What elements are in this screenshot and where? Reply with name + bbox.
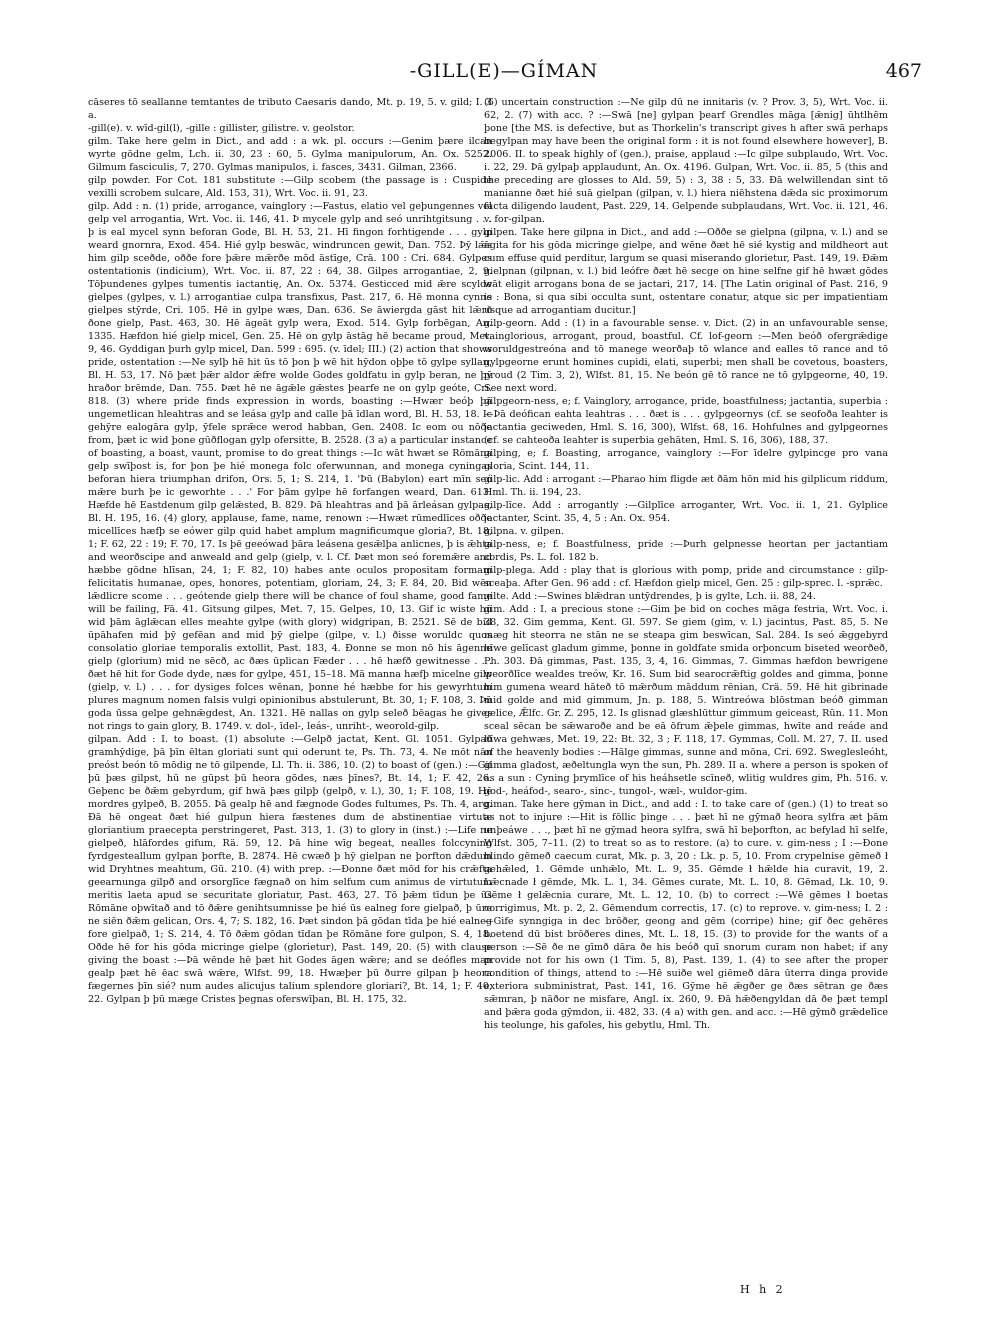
entry-paragraph: gim. Add : I. a precious stone :—Gim þe bid on coches māga festria, Wrt. Voc. i. 38, 32. Gim gemma, Kent. Gl. 597. Se giem (gim, v. l.) jacintus, Past. 85, 5. Ne mæg hit steorra ne stān ne se steapa gim beswīcan, Sal. 284. Is seó ǣggebyrd hīwe gelīcast gladum gimme, þonne in goldfate smida orþoncum biseted weorðeð, Ph. 303. Ðā gimmas, Past. 135, 3, 4, 16. Gimmas, 7. Gimmas hæfdon bewrigene weorðlīce wealdes treów, Kr. 16. Sum bid searocrǣftig goldes and gimma, þonne him gumena weard hāteð tō mǣrðum māddum rēnian, Crä. 59. Hē hit gibrinade mid golde and mid gimmum, Jn. p. 188, 5. Wintreówa blōstman beóð gimman gelice, Ǣlfc. Gr. Z. 295, 12. Is glisnad glæshlūttur gimmum geiceast, Rūn. 11. Mon sceal sēcan be sǣwaroðe and be eā ōfrum ǣþele gimmas, hwīte and reáde and hīwa gehwæs, Met. 19, 22: Bt. 32, 3 ; F. 118, 17. Gymmas, Coll. M. 27, 7. II. used of the heavenly bodies :—Hālge gimmas, sunne and mōna, Cri. 692. Sweglesleóht, gimma gladost, æðeltungla wyn the sun, Ph. 289. II a. where a person is spoken of as a sun : Cyning þrymlīce of his heáhsetle scīneð, wlitig wuldres gim, Ph. 516. v. god-, heáfod-, searo-, sinc-, tungol-, wæl-, wuldor-gim.: [484, 604, 888, 797]
entry-paragraph: gilpgeorn-ness, e; f. Vainglory, arrogance, pride, boastfulness; jactantia, superbia :—Þā deófican eahta leahtras . . . ðæt is . . . gylpgeornys (cf. se seofoða leahter is jactantia geciweden, Hml. S. 16, 300), Wlfst. 68, 16. Hohfulnes and gylpgeornes (cf. se cahteoða leahter is superbia gehāten, Hml. S. 16, 306), 188, 37.: [484, 396, 888, 446]
entry-paragraph: gilpna. v. gilpen.: [484, 526, 565, 537]
entry-paragraph: cāseres tō seallanne temtantes de tributo Caesaris dando, Mt. p. 19, 5. v. gild; I. 3 a.: [88, 97, 492, 121]
signature-mark: H h 2: [740, 1283, 786, 1296]
entry-paragraph: gilpen. Take here gilpna in Dict., and add :—Oððe se gielpna (gilpna, v. l.) and se āgita for his gōda micringe gielpe, and wēne ðæt hē sié kystig and mildheort aut cum effuse quid perditur, largum se quasi miserando glorietur, Past. 149, 19. Ðǣm gielpnan (gilpnan, v. l.) bid leófre ðæt hē secge on hine selfne gif hē hwæt gōdes wāt eligit arrogans bona de se jactari, 217, 14. [The Latin original of Past. 216, 9 is : Bona, si qua sibi occulta sunt, ostentare conatur, atque sic per impatientiam usque ad arrogantiam ducitur.]: [484, 227, 888, 316]
entry-paragraph: gilpan. Add : I. to boast. (1) absolute :—Gelpð jactat, Kent. Gl. 1051. Gylpað gramhȳdige, þā þīn ēltan gloriati sunt qui oderunt te, Ps. Th. 73, 4. Ne mōt nān preóst beón tō mōdig ne tō gilpende, Ll. Th. ii. 386, 10. (2) to boast of (gen.) :—Gif þū þæs gilpst, hū ne gūpst þū heora gōdes, næs þīnes?, Bt. 14, 1; F. 42, 26. Geþenc be ðǣm gebyrdum, gif hwā þæs gilpþ (gelpð, v. l.), 30, 1; F. 108, 19. Hē mordres gylpeð, B. 2055. Þā gealp hē and fægnode Godes fultumes, Ps. Th. 4, arg. Ðā hē ongeat ðæt hié gulpun hiera fæstenes dum de abstinentiae virtute gloriantium praecepta perstringeret, Past. 313, 1. (3) to glory in (inst.) :—Life ne gielpeð, hlāfordes gifum, Rä. 59, 12. Þā hine wīg begeat, nealles folccyning fyrdgesteallum gylpan þorfte, B. 2874. Hē cwæð þ hȳ gielpan ne þorfton dǣdum wid Dryhtnes meahtum, Gū. 210. (4) with prep. :—Ðonne ðæt mōd for his crǣfta geearnunga gilpð and orsorglīce fægnað on him selfum cum animus de virtutum meritis laeta apud se securitate gloriatur, Past. 463, 27. Tō þǣm tīdun þe ūs Rōmāne oþwītað and tō ðǣre genihtsumnisse þe hié ūs ealneg fore gielpað, þ ūre ne siēn ðǣm gelican, Ors. 4, 7; S. 182, 16. Þæt sindon þā gōdan tīda þe hié ealneg fore gielpað, 1; S. 214, 4. Tō ðǣm gōdan tīdan þe Rōmāne fore gulpon, S. 4, 18. Oðde hē for his gōda micringe gielpe (glorietur), Past. 149, 20. (5) with clause giving the boast :—Þā wēnde hē þæt hit Godes āgen wǣre; and se deófles man gealp þæt hē ēac swā wǣre, Wlfst. 99, 18. Hwæþer þū ðurre gilpan þ heora fægernes þīn sié? num audes alicujus talium splendore gloriari?, Bt. 14, 1; F. 40, 22. Gylpan þ þū mæge Cristes þegnas oferswīþan, Bl. H. 175, 32.: [88, 734, 492, 1005]
entry-paragraph: gilp-lic. Add : arrogant :—Pharao him fligde æt ðām hōn mid his gilplicum riddum, Hml. Th. ii. 194, 23.: [484, 474, 888, 498]
entry-paragraph: gilm. Take here gelm in Dict., and add : a wk. pl. occurs :—Genim þære ilcan wyrte gōdne gelm, Lch. ii. 30, 23 : 60, 5. Gylma manipulorum, An. Ox. 5252. Gilmum fasciculis, 7, 270. Gylmas manipulos, i. fasces, 3431. Gilman, 2366.: [88, 136, 492, 173]
entry-paragraph: gilp-ness, e; f. Boastfulness, pride :—Þurh gelpnesse heortan per jactantiam cordis, Ps. L. fol. 182 b.: [484, 539, 888, 563]
page-header: [86, 60, 922, 94]
right-column: [484, 96, 888, 1281]
entry-paragraph: gilping, e; f. Boasting, arrogance, vainglory :—For īdelre gylpincge pro vana gloria, Scint. 144, 11.: [484, 448, 888, 472]
entry-paragraph: gilp-līce. Add : arrogantly :—Gilplīce arroganter, Wrt. Voc. ii. 1, 21. Gylplice jactanter, Scint. 35, 4, 5 : An. Ox. 954.: [484, 500, 888, 524]
page-number: 467: [885, 60, 922, 82]
entry-paragraph: (6) uncertain construction :—Ne gilp dū ne innitaris (v. ? Prov. 3, 5), Wrt. Voc. ii. 62, 2. (7) with acc. ? :—Swā [ne] gylpan þearf Grendles māga [ǣnig] ūhtlhēm þone [the MS. is defective, but as Thorkelin's transcript gives h after swā perhaps begylpan may have been the original form : it is not found elsewhere however], B. 2006. II. to speak highly of (gen.), praise, applaud :—Ic gilpe subplaudo, Wrt. Voc. i. 22, 29. Þā gylpaþ applaudunt, An. Ox. 4196. Gulpan, Wrt. Voc. ii. 85, 5 (this and the preceding are glosses to Ald. 59, 5) : 3, 38 : 5, 33. Ðā welwillendan sint tō manianne ðæt hié suā gielpan (gilpan, v. l.) hiera niēhstena dǣda sic proximorum facta diligendo laudent, Past. 229, 14. Gelpende subplaudans, Wrt. Voc. ii. 121, 46. v. for-gilpan.: [484, 97, 888, 225]
entry-paragraph: gilte. Add :—Swines blǣdran untȳdrendes, þ is gylte, Lch. ii. 88, 24.: [484, 591, 816, 602]
entry-paragraph: gilp-georn. Add : (1) in a favourable sense. v. Dict. (2) in an unfavourable sense, vainglorious, arrogant, proud, boastful. Cf. lof-georn :—Men beóð ofergrǣdige woruldgestreóna and tō manege weorðaþ tō wlance and ealles tō rance and tō gylpgeorne erunt homines cupidi, elati, superbi; men shall be covetous, boasters, proud (2 Tim. 3, 2), Wlfst. 81, 15. Ne beón gē tō rance ne tō gylpgeorne, 40, 19. See next word.: [484, 318, 888, 394]
running-head: -GILL(E)—GÍMAN: [409, 60, 599, 82]
entry-paragraph: giman. Take here gȳman in Dict., and add : I. to take care of (gen.) (1) to treat so as not to injure :—Hit is fōllic þinge . . . þæt hī ne gȳmað heora sylfra æt þām unþeáwe . . ., þæt hī ne gȳmad heora sylfra, swā hī beþorfton, ac befylad hī selfe, Wlfst. 305, 7–11. (2) to treat so as to restore. (a) to cure. v. gim-ness ; I :—Ðone blindo gēmeð caecum curat, Mk. p. 3, 20 : Lk. p. 5, 10. From crypelnise gēmeð ł gehǣled, 1. Gēmde unhǣlo, Mt. L. 9, 35. Gēmde ł hǣlde hia curavit, 19, 2. Lǣcnade ł gēmde, Mk. L. 1, 34. Gēmes curate, Mt. L. 10, 8. Gēmad, Lk. 10, 9. Gēme ł gelǣcnia curare, Mt. L. 12, 10. (b) to correct :—Wē gēmes ł boetas corrigimus, Mt. p. 2, 2. Gēmendum correctis, 17. (c) to reprove. v. gim-ness; I. 2 :—Gife synngiga in dec brōðer, geong and gēm (corripe) hine; gif ðec gehēres boetend dū bist brōðeres dines, Mt. L. 18, 15. (3) to provide for the wants of a person :—Sē ðe ne gīmð dāra ðe his beóð quī snorum curam non habet; if any provide not for his own (1 Tim. 5, 8), Past. 139, 1. (4) to see after the proper condition of things, attend to :—Hē suiðe wel giēmeð dāra ūterra dinga provide exteriora subministrat, Past. 141, 16. Gȳme hē ǣgðer ge ðæs sētran ge ðæs sǣmran, þ nāðor ne misfare, Angl. ix. 260, 9. Ðā hǣðengyldan dā ðe þæt templ and þǣra goda gȳmdon, ii. 482, 33. (4 a) with gen. and acc. :—Hē gȳmð grǣdelīce his teolunge, his gafoles, his gebytlu, Hml. Th.: [484, 799, 888, 1031]
entry-paragraph: gilp powder. For Cot. 181 substitute :—Gilp scobem (the passage is : Cuspide vexilli scrobem sulcare, Ald. 153, 31), Wrt. Voc. ii. 91, 23.: [88, 175, 492, 199]
entry-paragraph: gilp. Add : n. (1) pride, arrogance, vainglory :—Fastus, elatio vel geþungennes vel gelp vel arrogantia, Wrt. Voc. ii. 146, 41. Þ mycele gylp and seó unrihtgitsung . . . þ is eal mycel synn beforan Gode, Bl. H. 53, 21. Hī fingon forhtigende . . . gylp weard gnornra, Exod. 454. Hié gylp beswāc, windruncen gewit, Dan. 752. Þȳ lǣs him gilp sceðde, oððe fore þǣre mǣrðe mōd āstīge, Crā. 100 : Cri. 684. Gylpes ostentationis (indicium), Wrt. Voc. ii. 87, 22 : 64, 38. Gilpes arrogantiae, 2, 9. Tōþundenes gylpes tumentis iactantię, An. Ox. 5374. Gesticced mid ǣre scylde gielpes (gylpes, v. l.) arrogantiae culpa transfixus, Past. 217, 6. Hē monna cynne gielpes stȳrde, Cri. 105. Hē in gylpe wæs, Dan. 636. Se āwiergda gāst hit lǣrð ðone gielp, Past. 463, 30. Hē āgeāt gylp wera, Exod. 514. Gylp forbēgan, An. 1335. Hæfdon hié gielp micel, Gen. 25. Hē on gylp āstāg hē became proud, Met. 9, 46. Gyddigan þurh gylp micel, Dan. 599 : 695. (v. īdel; III.) (2) action that shows pride, ostentation :—Ne sylþ hē hit ūs tō þon þ wē hit hȳdon oþþe tō gylpe syllan, Bl. H. 53, 17. Nō þæt þǣr aldor ǣfre wolde Godes goldfatu in gylp beran, ne þȳ hraðor brēmde, Dan. 755. Þæt hē ne āgǣle gǣstes þearfe ne on gylp geóte, Cri. 818. (3) where pride finds expression in words, boasting :—Hwær beóþ þā ungemetlican hleahtras and se leása gylp and calle þā īdlan word, Bl. H. 53, 18. Ic gehȳre ealogāra gylp, ȳfele sprǣce werod habban, Gen. 2408. Ic eom ou nōðe from, þæt ic wid þone gūðflogan gylp ofersitte, B. 2528. (3 a) a particular instance of boasting, a boast, vaunt, promise to do great things :—Ic wāt hwæt se Rōmāna gelp swīþost is, for þon þe hié monega folc oferwunnan, and monega cyningas beforan hiera triumphan drifon, Ors. 5, 1; S. 214, 1. 'Þū (Babylon) eart mīn seó mǣre burh þe ic geworhte . . .' For þām gylpe hē forfangen weard, Dan. 613. Hæfde hē Eastdenum gilp gelǣsted, B. 829. Þā hleahtras and þā ārleásan gylpas, Bl. H. 195, 16. (4) glory, applause, fame, name, renown :—Hwæt rūmedlīces oððe micellīces hæfþ se eówer gilp quid habet amplum magnificumque gloria?, Bt. 18, 1; F. 62, 22 : 19; F. 70, 17. Is þē geeówad þāra leásena gesǣlþa anlicnes, þ is ǣhta and weorðscipe and anweald and gelp (gielp, v. l. Cf. Þæt mon seó foremǣre and hæbbe gōdne hlīsan, 24, 1; F. 82, 10) habes ante oculos propositam formam felicitatis humanae, opes, honores, potentiam, gloriam, 24, 3; F. 84, 20. Bid wēn lǣdlicre scome . . . geótende gielp there will be chance of foul shame, good fame will be failing, Fā. 41. Gitsung gilpes, Met. 7, 15. Gelpes, 10, 13. Gif ic wiste hū wid þām āglǣcan elles meahte gylpe (with glory) widgripan, B. 2521. Sē de bid ūpāhafen mid þȳ gefēan and mid þȳ gielpe (gilpe, v. l.) ðisse woruldc quos consolatio gloriae temporalis extollit, Past. 183, 4. Ðonne se mon nō his āgenne gielp (glorium) mid ne sēcð, ac ðæs ūplican Fæder . . . hē hæfð gewitnesse . . . ðæt hē hit for Gode dyde, næs for gylpe, 451, 15–18. Mā manna hæfþ micelne gilp (gielp, v. l.) . . . for dysiges folces wēnan, þonne hé hæbbe for his gewyrhtum plures magnum nomen falsis vulgi opinionibus abstulerunt, Bt. 30, 1; F. 108, 3. Þū goda ūssa gelpe gehnǣgdest, An. 1321. Hē nallas on gylp seleð bēagas he gives not rings to gain glory, B. 1749. v. dol-, īdel-, leás-, unriht-, weorold-gilp.: [88, 201, 492, 732]
left-column: [88, 96, 492, 1281]
entry-paragraph: -gill(e). v. wīd-gil(l), -gille : gillister, gilistre. v. geolstor.: [88, 123, 355, 134]
entry-paragraph: gilp-plega. Add : play that is glorious with pomp, pride and circumstance : gilp-sceaþa. After Gen. 96 add : cf. Hæfdon gielp micel, Gen. 25 : gilp-sprec. l. -sprǣc.: [484, 565, 888, 589]
